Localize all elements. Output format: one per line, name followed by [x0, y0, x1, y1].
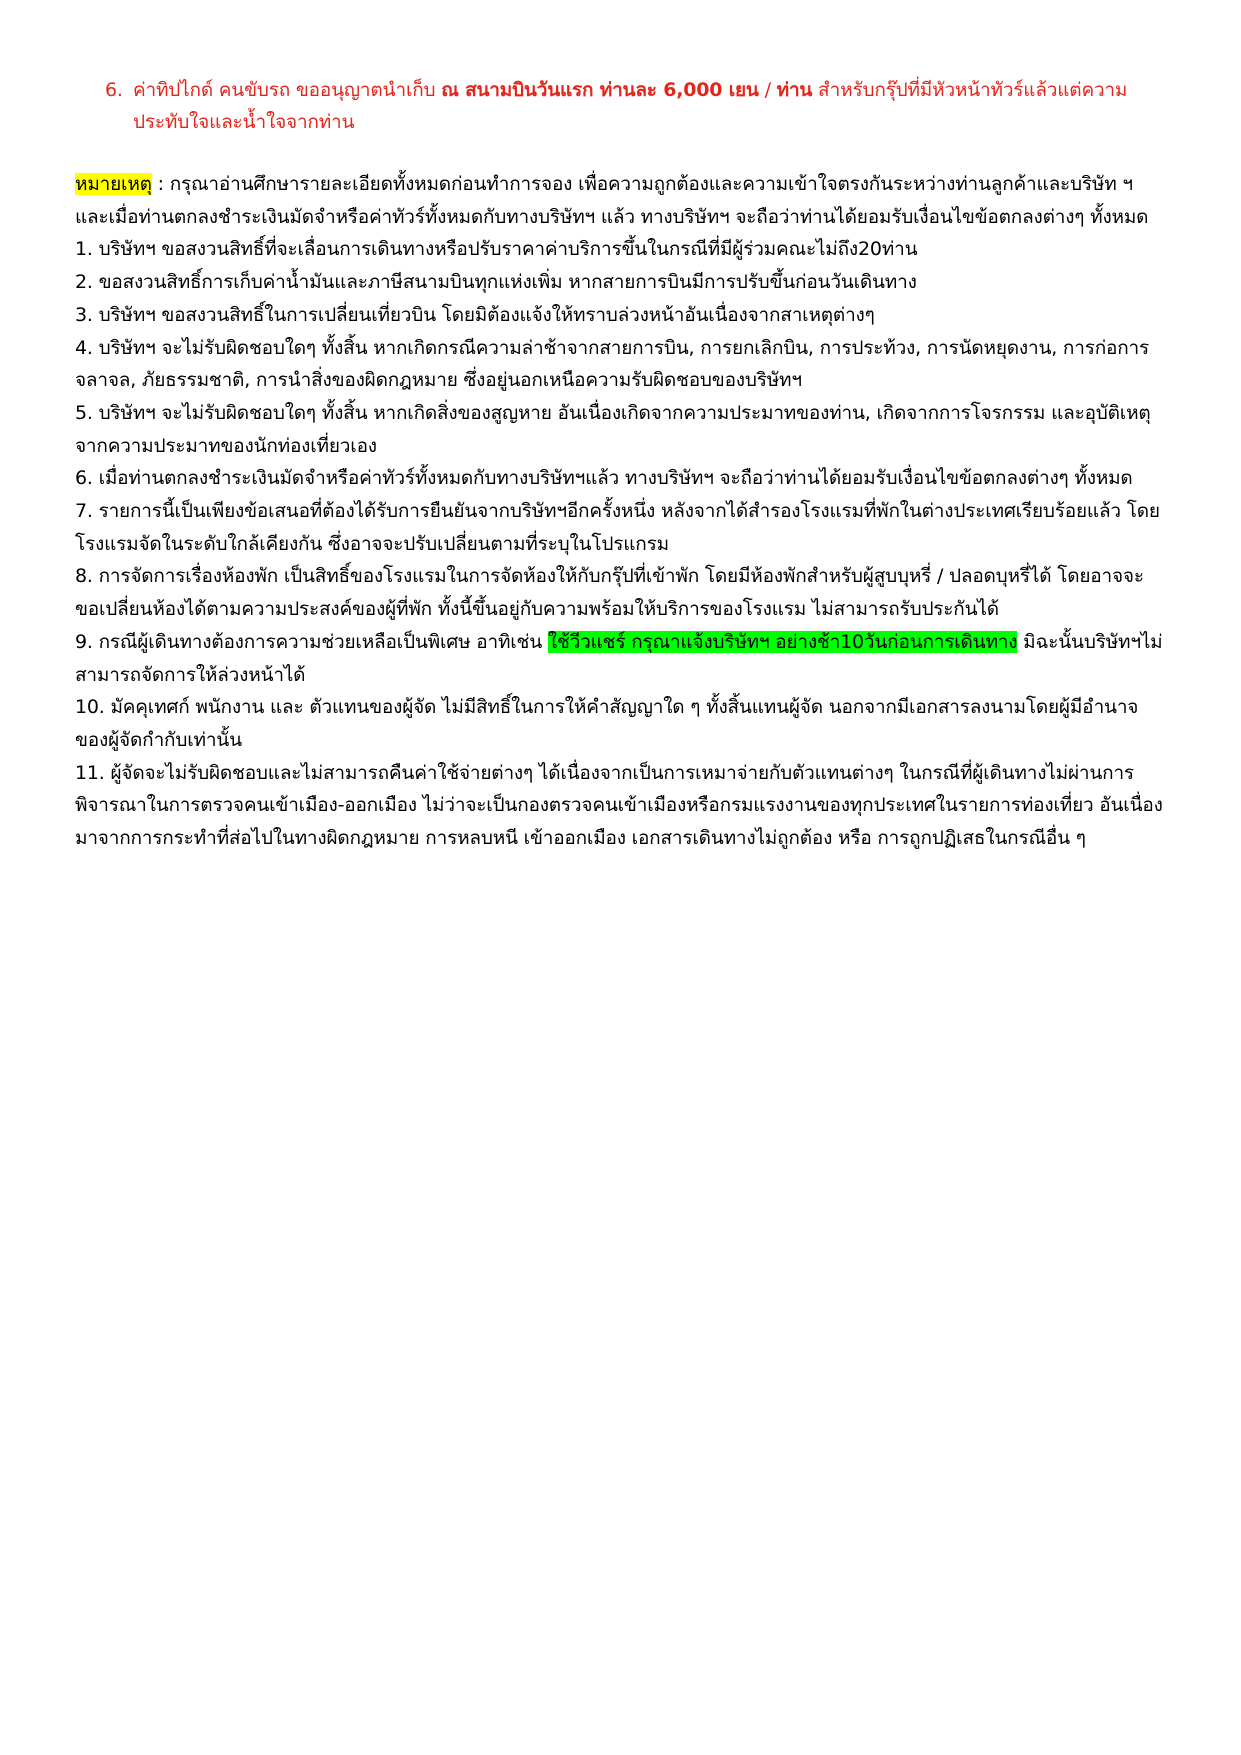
remark-item-5: 5. บริษัทฯ จะไม่รับผิดชอบใดๆ ทั้งสิ้น หากเกิดสิ่งของสูญหาย อันเนื่องเกิดจากความประมาทของท่าน, เกิดจากการโจรกรรม และอุบัติเหตุจากความประมาทของนักท่องเที่ยวเอง	[75, 401, 1151, 457]
remark-item-9-before: 9. กรณีผู้เดินทางต้องการความช่วยเหลือเป็นพิเศษ อาทิเช่น	[75, 630, 548, 653]
remark-item-4: 4. บริษัทฯ จะไม่รับผิดชอบใดๆ ทั้งสิ้น หากเกิดกรณีความล่าช้าจากสายการบิน, การยกเลิกบิน, การประท้วง, การนัดหยุดงาน, การก่อการจลาจล, ภัยธรรมชาติ, การนำสิ่งของผิดกฎหมาย ซึ่งอยู่นอกเหนือความรับผิดชอบของบริษัทฯ	[75, 336, 1149, 392]
remarks-intro-text: : กรุณาอ่านศึกษารายละเอียดทั้งหมดก่อนทำการจอง เพื่อความถูกต้องและความเข้าใจตรงกันระหว่างท่านลูกค้าและบริษัท ฯ และเมื่อท่านตกลงชำระเงินมัดจำหรือค่าทัวร์ทั้งหมดกับทางบริษัทฯ แล้ว ทางบริษัทฯ จะถือว่าท่านได้ยอมรับเงื่อนไขข้อตกลงต่างๆ ทั้งหมด	[75, 173, 1149, 228]
remark-item-9-highlight: ใช้วีวแชร์ กรุณาแจ้งบริษัทฯ อย่างช้า10วันก่อนการเดินทาง	[547, 630, 1018, 653]
remark-item-11: 11. ผู้จัดจะไม่รับผิดชอบและไม่สามารถคืนค่าใช้จ่ายต่างๆ ได้เนื่องจากเป็นการเหมาจ่ายกับตัวแทนต่างๆ ในกรณีที่ผู้เดินทางไม่ผ่านการพิจารณาในการตรวจคนเข้าเมือง-ออกเมือง ไม่ว่าจะเป็นกองตรวจคนเข้าเมืองหรือกรมแรงงานของทุกประเทศในรายการท่องเที่ยว อันเนื่องมาจากการกระทำที่ส่อไปในทางผิดกฎหมาย การหลบหนี เข้าออกเมือง เอกสารเดินทางไม่ถูกต้อง หรือ การถูกปฏิเสธในกรณีอื่น ๆ	[75, 761, 1163, 850]
remark-item-10: 10. มัคคุเทศก์ พนักงาน และ ตัวแทนของผู้จัด ไม่มีสิทธิ์ในการให้คำสัญญาใด ๆ ทั้งสิ้นแทนผู้จัด นอกจากมีเอกสารลงนามโดยผู้มีอำนาจของผู้จัดกำกับเท่านั้น	[75, 696, 1139, 751]
tip-text-b: /	[758, 79, 777, 101]
remarks-label: หมายเหตุ	[75, 173, 152, 195]
tip-item-number: 6.	[105, 79, 123, 101]
remark-item-7: 7. รายการนี้เป็นเพียงข้อเสนอที่ต้องได้รับการยืนยันจากบริษัทฯอีกครั้งหนึ่ง หลังจากได้สำรองโรงแรมที่พักในต่างประเทศเรียบร้อยแล้ว โดยโรงแรมจัดในระดับใกล้เคียงกัน ซึ่งอาจจะปรับเปลี่ยนตามที่ระบุในโปรแกรม	[75, 500, 1160, 555]
remarks-intro	[75, 168, 1167, 233]
remark-item-6: 6. เมื่อท่านตกลงชำระเงินมัดจำหรือค่าทัวร์ทั้งหมดกับทางบริษัทฯแล้ว ทางบริษัทฯ จะถือว่าท่านได้ยอมรับเงื่อนไขข้อตกลงต่างๆ ทั้งหมด	[75, 467, 1133, 490]
remark-item-8: 8. การจัดการเรื่องห้องพัก เป็นสิทธิ์ของโรงแรมในการจัดห้องให้กับกรุ๊ปที่เข้าพัก โดยมีห้องพักสำหรับผู้สูบบุหรี่ / ปลอดบุหรี่ได้ โดยอาจจะขอเปลี่ยนห้องได้ตามความประสงค์ของผู้ที่พัก ทั้งนี้ขึ้นอยู่กับความพร้อมให้บริการของโรงแรม ไม่สามารถรับประกันได้	[75, 565, 1144, 621]
tip-text-c: สำหรับกรุ๊ปที่มีหัวหน้าทัวร์แล้วแต่ความประทับใจและน้ำใจจากท่าน	[133, 79, 1128, 133]
document-page	[75, 74, 1167, 855]
tip-text-a: ค่าทิปไกด์ คนขับรถ ขออนุญาตนำเก็บ	[133, 79, 442, 101]
remark-item-3: 3. บริษัทฯ ขอสงวนสิทธิ์ในการเปลี่ยนเที่ยวบิน โดยมิต้องแจ้งให้ทราบล่วงหน้าอันเนื่องจากสาเหตุต่างๆ	[75, 303, 875, 326]
remark-item-9	[75, 626, 1167, 691]
remarks-section	[75, 168, 1167, 855]
remark-item-1: 1. บริษัทฯ ขอสงวนสิทธิ์ที่จะเลื่อนการเดินทางหรือปรับราคาค่าบริการขึ้นในกรณีที่มีผู้ร่วมคณะไม่ถึง20ท่าน	[75, 238, 918, 261]
tip-item-text	[133, 74, 1167, 138]
tip-item	[105, 74, 1167, 138]
tip-bold-b: ท่าน	[776, 79, 813, 101]
remark-item-9-after: มิฉะนั้นบริษัทฯไม่สามารถจัดการให้ล่วงหน้าได้	[75, 630, 1163, 686]
remark-item-2: 2. ขอสงวนสิทธิ์การเก็บค่าน้ำมันและภาษีสนามบินทุกแห่งเพิ่ม หากสายการบินมีการปรับขึ้นก่อนวันเดินทาง	[75, 271, 917, 294]
tip-bold-a: ณ สนามบินวันแรก ท่านละ 6,000 เยน	[441, 79, 759, 101]
